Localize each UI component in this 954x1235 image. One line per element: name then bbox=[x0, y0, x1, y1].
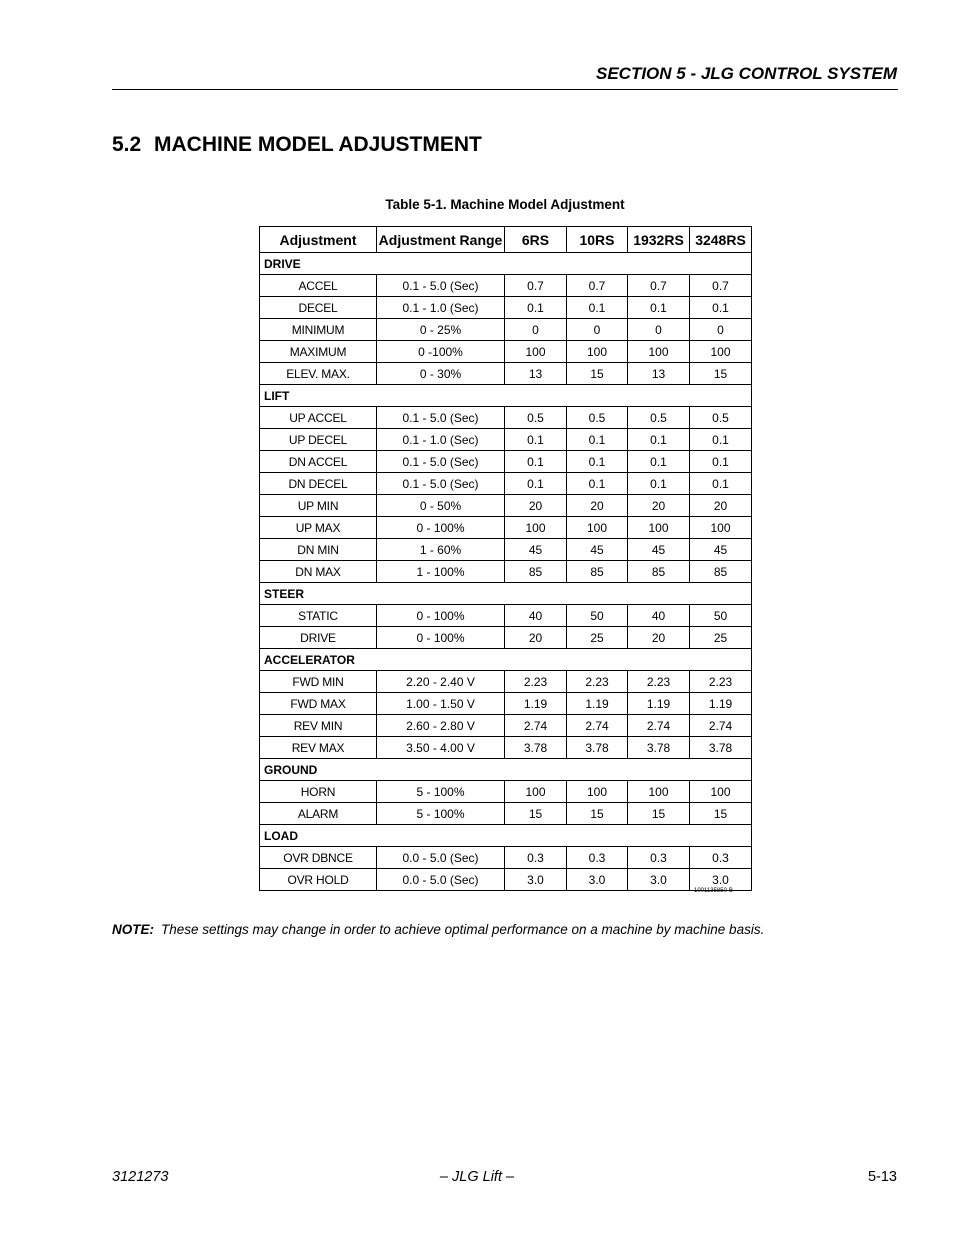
adjustment-range: 2.20 - 2.40 V bbox=[377, 671, 505, 693]
adjustment-name: MAXIMUM bbox=[260, 341, 377, 363]
model-value: 100 bbox=[505, 517, 567, 539]
model-value: 1.19 bbox=[690, 693, 752, 715]
adjustment-name: FWD MAX bbox=[260, 693, 377, 715]
model-value: 3.0 bbox=[567, 869, 628, 891]
adjustment-range: 1 - 60% bbox=[377, 539, 505, 561]
adjustment-range: 1.00 - 1.50 V bbox=[377, 693, 505, 715]
adjustment-range: 0 - 100% bbox=[377, 605, 505, 627]
section-header: SECTION 5 - JLG CONTROL SYSTEM bbox=[596, 64, 897, 83]
model-value: 85 bbox=[567, 561, 628, 583]
model-value: 25 bbox=[567, 627, 628, 649]
adjustment-name: UP ACCEL bbox=[260, 407, 377, 429]
model-value: 2.23 bbox=[628, 671, 690, 693]
adjustment-table bbox=[259, 226, 752, 891]
table-row bbox=[260, 539, 752, 561]
adjustment-name: OVR HOLD bbox=[260, 869, 377, 891]
column-header: 10RS bbox=[567, 227, 628, 253]
model-value: 100 bbox=[505, 781, 567, 803]
adjustment-range: 3.50 - 4.00 V bbox=[377, 737, 505, 759]
model-value: 15 bbox=[567, 363, 628, 385]
model-value: 15 bbox=[690, 363, 752, 385]
footer-page-number: 5-13 bbox=[867, 1169, 897, 1185]
adjustment-range: 0 - 100% bbox=[377, 517, 505, 539]
model-value: 100 bbox=[567, 517, 628, 539]
part-number: 1001135850-B bbox=[694, 888, 733, 894]
model-value: 0.1 bbox=[628, 451, 690, 473]
model-value: 0.1 bbox=[567, 429, 628, 451]
model-value: 3.0 bbox=[505, 869, 567, 891]
model-value: 2.23 bbox=[505, 671, 567, 693]
model-value: 0.5 bbox=[628, 407, 690, 429]
model-value: 100 bbox=[690, 781, 752, 803]
model-value: 100 bbox=[567, 341, 628, 363]
model-value: 0.7 bbox=[505, 275, 567, 297]
adjustment-range: 0 - 50% bbox=[377, 495, 505, 517]
footer-center: – JLG Lift – bbox=[439, 1169, 515, 1185]
adjustment-range: 0 - 30% bbox=[377, 363, 505, 385]
model-value: 3.78 bbox=[628, 737, 690, 759]
adjustment-name: MINIMUM bbox=[260, 319, 377, 341]
table-row bbox=[260, 561, 752, 583]
model-value: 0.1 bbox=[505, 451, 567, 473]
model-value: 20 bbox=[628, 495, 690, 517]
adjustment-range: 0.1 - 5.0 (Sec) bbox=[377, 451, 505, 473]
model-value: 2.74 bbox=[690, 715, 752, 737]
model-value: 0.7 bbox=[690, 275, 752, 297]
column-header: 6RS bbox=[505, 227, 567, 253]
model-value: 0.5 bbox=[690, 407, 752, 429]
adjustment-name: FWD MIN bbox=[260, 671, 377, 693]
model-value: 3.78 bbox=[567, 737, 628, 759]
model-value: 45 bbox=[628, 539, 690, 561]
table-caption: Table 5-1. Machine Model Adjustment bbox=[385, 197, 625, 212]
model-value: 0.3 bbox=[567, 847, 628, 869]
adjustment-name: DN MIN bbox=[260, 539, 377, 561]
footer-doc-number: 3121273 bbox=[112, 1169, 169, 1185]
model-value: 0.1 bbox=[505, 429, 567, 451]
adjustment-name: DN ACCEL bbox=[260, 451, 377, 473]
model-value: 40 bbox=[505, 605, 567, 627]
column-header: 3248RS bbox=[690, 227, 752, 253]
model-value: 100 bbox=[690, 341, 752, 363]
adjustment-name: ALARM bbox=[260, 803, 377, 825]
group-row bbox=[260, 253, 752, 275]
model-value: 2.74 bbox=[567, 715, 628, 737]
model-value: 15 bbox=[690, 803, 752, 825]
model-value: 0.3 bbox=[628, 847, 690, 869]
model-value: 0.1 bbox=[567, 451, 628, 473]
model-value: 25 bbox=[690, 627, 752, 649]
adjustment-range: 5 - 100% bbox=[377, 781, 505, 803]
group-label: LIFT bbox=[260, 385, 752, 407]
adjustment-name: ELEV. MAX. bbox=[260, 363, 377, 385]
table-row bbox=[260, 297, 752, 319]
model-value: 15 bbox=[628, 803, 690, 825]
model-value: 0.5 bbox=[505, 407, 567, 429]
model-value: 0 bbox=[628, 319, 690, 341]
model-value: 0.1 bbox=[690, 429, 752, 451]
model-value: 1.19 bbox=[628, 693, 690, 715]
model-value: 85 bbox=[690, 561, 752, 583]
adjustment-range: 2.60 - 2.80 V bbox=[377, 715, 505, 737]
column-header: Adjustment Range bbox=[377, 227, 505, 253]
note bbox=[112, 922, 764, 937]
model-value: 1.19 bbox=[505, 693, 567, 715]
column-header: 1932RS bbox=[628, 227, 690, 253]
table-row bbox=[260, 847, 752, 869]
adjustment-name: ACCEL bbox=[260, 275, 377, 297]
model-value: 15 bbox=[505, 803, 567, 825]
adjustment-name: UP MIN bbox=[260, 495, 377, 517]
model-value: 0.3 bbox=[690, 847, 752, 869]
model-value: 0 bbox=[505, 319, 567, 341]
adjustment-range: 0.1 - 1.0 (Sec) bbox=[377, 429, 505, 451]
model-value: 20 bbox=[628, 627, 690, 649]
group-row bbox=[260, 385, 752, 407]
adjustment-range: 5 - 100% bbox=[377, 803, 505, 825]
adjustment-range: 0 - 100% bbox=[377, 627, 505, 649]
model-value: 0.7 bbox=[628, 275, 690, 297]
group-row bbox=[260, 825, 752, 847]
model-value: 100 bbox=[690, 517, 752, 539]
adjustment-name: DN DECEL bbox=[260, 473, 377, 495]
model-value: 0 bbox=[690, 319, 752, 341]
model-value: 13 bbox=[505, 363, 567, 385]
model-value: 13 bbox=[628, 363, 690, 385]
model-value: 0.7 bbox=[567, 275, 628, 297]
model-value: 2.23 bbox=[567, 671, 628, 693]
adjustment-name: OVR DBNCE bbox=[260, 847, 377, 869]
model-value: 50 bbox=[690, 605, 752, 627]
table-row bbox=[260, 781, 752, 803]
group-label: GROUND bbox=[260, 759, 752, 781]
header-rule bbox=[112, 89, 898, 90]
model-value: 0.3 bbox=[505, 847, 567, 869]
model-value: 20 bbox=[690, 495, 752, 517]
model-value: 15 bbox=[567, 803, 628, 825]
table-row bbox=[260, 319, 752, 341]
model-value: 0.1 bbox=[690, 473, 752, 495]
group-label: ACCELERATOR bbox=[260, 649, 752, 671]
model-value: 40 bbox=[628, 605, 690, 627]
model-value: 0.1 bbox=[505, 473, 567, 495]
note-text: These settings may change in order to achieve optimal performance on a machine by machine basis. bbox=[161, 922, 765, 937]
model-value: 0.1 bbox=[628, 473, 690, 495]
model-value: 3.0 bbox=[628, 869, 690, 891]
note-label: NOTE: bbox=[112, 922, 154, 937]
table-header-row bbox=[260, 227, 752, 253]
group-row bbox=[260, 583, 752, 605]
model-value: 45 bbox=[690, 539, 752, 561]
adjustment-name: HORN bbox=[260, 781, 377, 803]
adjustment-name: UP MAX bbox=[260, 517, 377, 539]
adjustment-range: 0.0 - 5.0 (Sec) bbox=[377, 869, 505, 891]
section-title: MACHINE MODEL ADJUSTMENT bbox=[154, 133, 482, 156]
model-value: 3.0 bbox=[690, 869, 752, 891]
model-value: 2.74 bbox=[505, 715, 567, 737]
table-row bbox=[260, 671, 752, 693]
model-value: 85 bbox=[505, 561, 567, 583]
model-value: 100 bbox=[628, 517, 690, 539]
model-value: 45 bbox=[505, 539, 567, 561]
model-value: 0.1 bbox=[567, 473, 628, 495]
adjustment-name: STATIC bbox=[260, 605, 377, 627]
table-row bbox=[260, 473, 752, 495]
adjustment-name: DN MAX bbox=[260, 561, 377, 583]
model-value: 3.78 bbox=[505, 737, 567, 759]
group-label: STEER bbox=[260, 583, 752, 605]
table-body bbox=[260, 253, 752, 891]
group-label: LOAD bbox=[260, 825, 752, 847]
adjustment-name: DECEL bbox=[260, 297, 377, 319]
model-value: 20 bbox=[505, 495, 567, 517]
model-value: 0 bbox=[567, 319, 628, 341]
model-value: 100 bbox=[567, 781, 628, 803]
column-header: Adjustment bbox=[260, 227, 377, 253]
model-value: 0.1 bbox=[690, 297, 752, 319]
table-row bbox=[260, 715, 752, 737]
adjustment-name: DRIVE bbox=[260, 627, 377, 649]
table-row bbox=[260, 451, 752, 473]
table-row bbox=[260, 407, 752, 429]
adjustment-name: REV MAX bbox=[260, 737, 377, 759]
table-row bbox=[260, 275, 752, 297]
table-row bbox=[260, 693, 752, 715]
model-value: 20 bbox=[505, 627, 567, 649]
adjustment-range: 0 - 25% bbox=[377, 319, 505, 341]
page-title bbox=[112, 133, 482, 157]
model-value: 0.1 bbox=[628, 297, 690, 319]
table-row bbox=[260, 517, 752, 539]
model-value: 2.74 bbox=[628, 715, 690, 737]
table-row bbox=[260, 429, 752, 451]
model-value: 0.1 bbox=[628, 429, 690, 451]
table-row bbox=[260, 869, 752, 891]
table-row bbox=[260, 605, 752, 627]
model-value: 0.1 bbox=[567, 297, 628, 319]
adjustment-range: 1 - 100% bbox=[377, 561, 505, 583]
model-value: 3.78 bbox=[690, 737, 752, 759]
section-number: 5.2 bbox=[112, 133, 142, 156]
adjustment-range: 0.1 - 1.0 (Sec) bbox=[377, 297, 505, 319]
model-value: 1.19 bbox=[567, 693, 628, 715]
model-value: 50 bbox=[567, 605, 628, 627]
adjustment-name: UP DECEL bbox=[260, 429, 377, 451]
table-row bbox=[260, 363, 752, 385]
table-row bbox=[260, 737, 752, 759]
adjustment-range: 0.0 - 5.0 (Sec) bbox=[377, 847, 505, 869]
model-value: 0.1 bbox=[505, 297, 567, 319]
group-row bbox=[260, 649, 752, 671]
model-value: 100 bbox=[505, 341, 567, 363]
model-value: 2.23 bbox=[690, 671, 752, 693]
model-value: 100 bbox=[628, 781, 690, 803]
model-value: 100 bbox=[628, 341, 690, 363]
table-row bbox=[260, 803, 752, 825]
adjustment-range: 0.1 - 5.0 (Sec) bbox=[377, 473, 505, 495]
model-value: 85 bbox=[628, 561, 690, 583]
model-value: 20 bbox=[567, 495, 628, 517]
model-value: 45 bbox=[567, 539, 628, 561]
table-row bbox=[260, 627, 752, 649]
adjustment-range: 0.1 - 5.0 (Sec) bbox=[377, 275, 505, 297]
table-row bbox=[260, 341, 752, 363]
adjustment-range: 0 -100% bbox=[377, 341, 505, 363]
group-label: DRIVE bbox=[260, 253, 752, 275]
model-value: 0.1 bbox=[690, 451, 752, 473]
group-row bbox=[260, 759, 752, 781]
model-value: 0.5 bbox=[567, 407, 628, 429]
adjustment-range: 0.1 - 5.0 (Sec) bbox=[377, 407, 505, 429]
table-row bbox=[260, 495, 752, 517]
adjustment-name: REV MIN bbox=[260, 715, 377, 737]
